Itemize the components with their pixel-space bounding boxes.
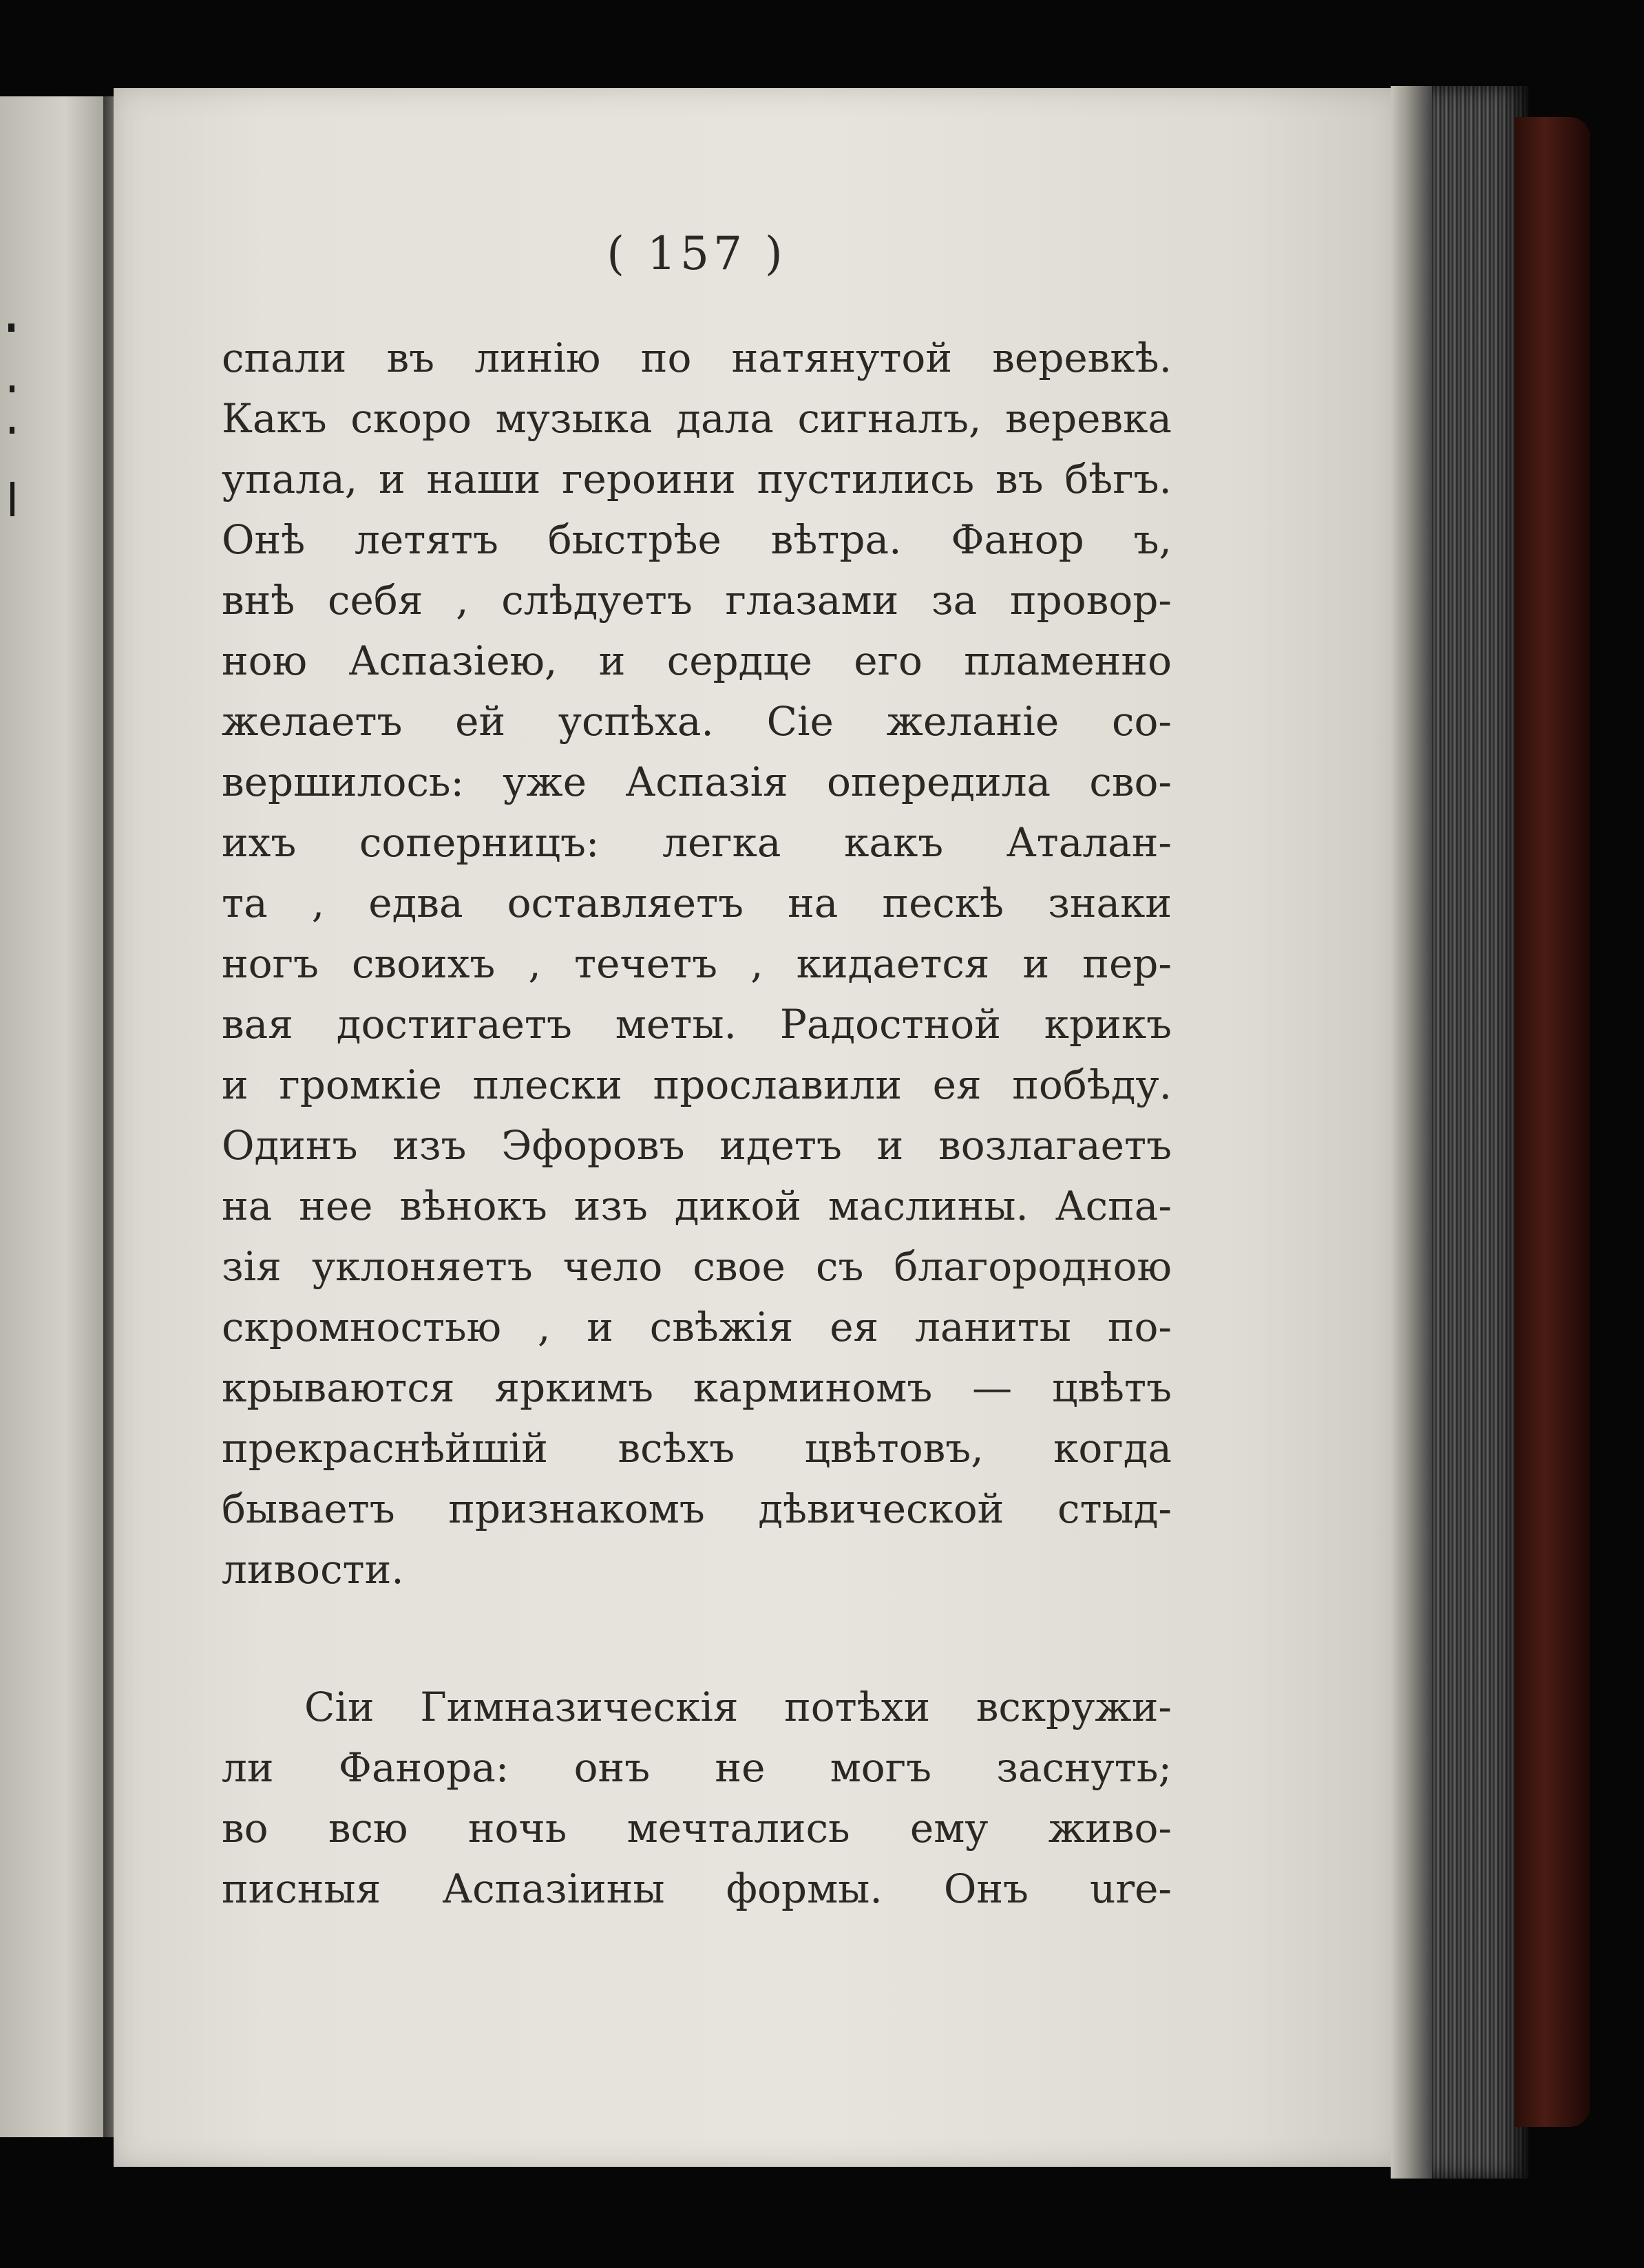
left-page-ink-mark [10, 482, 14, 516]
text-line: скромностью , и свѣжія ея ланиты по- [222, 1304, 1172, 1350]
text-line: крываются яркимъ карминомъ — цвѣтъ [222, 1364, 1172, 1411]
text-line: во всю ночь мечтались ему живо- [222, 1805, 1172, 1852]
text-line: зія уклоняетъ чело свое съ благородною [222, 1243, 1172, 1290]
left-page-ink-mark [10, 385, 14, 392]
text-line: спали въ линію по натянутой веревкѣ. [222, 335, 1172, 381]
text-line: Сіи Гимназическія потѣхи вскружи- [304, 1684, 1172, 1730]
facing-left-page [0, 96, 118, 2137]
text-line: ихъ соперницъ: легка какъ Аталан- [222, 819, 1172, 866]
page-edges-highlight [1391, 86, 1432, 2179]
text-line: Одинъ изъ Эфоровъ идетъ и возлагаетъ [222, 1122, 1172, 1169]
text-line: бываетъ признакомъ дѣвической стыд- [222, 1485, 1172, 1532]
text-line: желаетъ ей успѣха. Сіе желаніе со- [222, 698, 1172, 745]
text-line: внѣ себя , слѣдуетъ глазами за провор- [222, 577, 1172, 624]
text-line: прекраснѣйшій всѣхъ цвѣтовъ, когда [222, 1425, 1172, 1472]
text-line: упала, и наши героини пустились въ бѣгъ. [222, 456, 1172, 502]
text-line: ливости. [222, 1546, 404, 1593]
text-line: ли Фанора: онъ не могъ заснуть; [222, 1744, 1172, 1791]
text-line: вая достигаетъ меты. Радостной крикъ [222, 1001, 1172, 1048]
text-line: та , едва оставляетъ на пескѣ знаки [222, 880, 1172, 926]
page-number: ( 157 ) [607, 227, 787, 280]
left-page-ink-mark [8, 324, 14, 332]
text-line: Онѣ летятъ быстрѣе вѣтра. Фанор ъ, [222, 516, 1172, 563]
text-line: и громкіе плески прославили ея побѣду. [222, 1061, 1172, 1108]
book-cover [1515, 117, 1590, 2127]
text-line: ногъ своихъ , течетъ , кидается и пер- [222, 940, 1172, 987]
text-line: на нее вѣнокъ изъ дикой маслины. Аспа- [222, 1183, 1172, 1229]
left-page-ink-mark [10, 427, 14, 434]
text-line: Какъ скоро музыка дала сигналъ, веревка [222, 395, 1172, 442]
text-line: писныя Аспазіины формы. Онъ ure- [222, 1865, 1172, 1912]
text-line: ною Аспазіею, и сердце его пламенно [222, 637, 1172, 684]
text-line: вершилось: уже Аспазія опередила сво- [222, 759, 1172, 805]
